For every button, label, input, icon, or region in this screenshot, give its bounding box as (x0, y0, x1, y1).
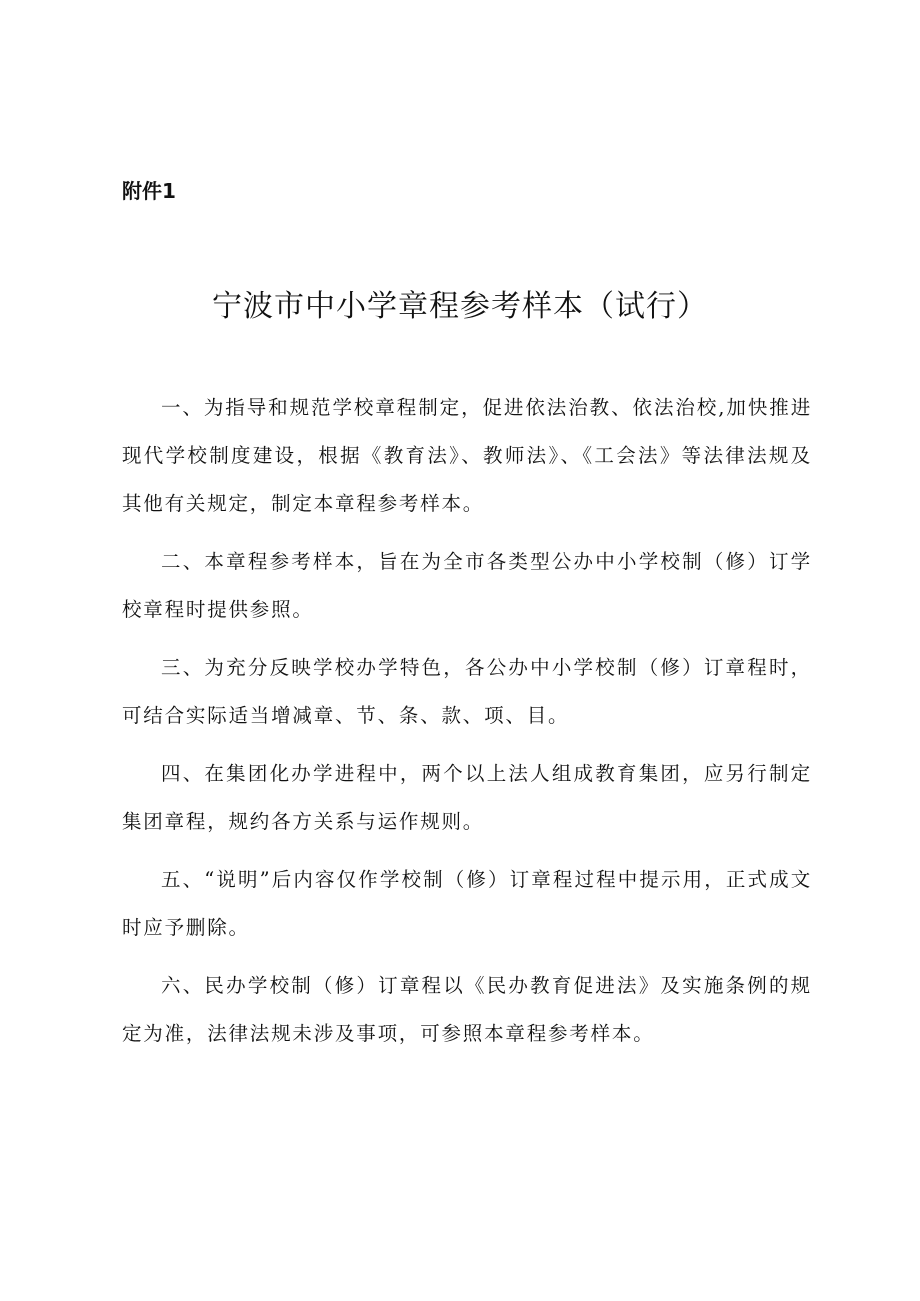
document-title: 宁波市中小学章程参考样本（试行） (212, 289, 708, 324)
attachment-label: 附件1 (122, 179, 176, 203)
paragraph-6: 六、民办学校制（修）订章程以《民办教育促进法》及实施条例的规定为准，法律法规未涉及事项，可参照本章程参考样本。 (122, 974, 812, 1045)
paragraph-5: 五、“说明”后内容仅作学校制（修）订章程过程中提示用，正式成文时应予删除。 (122, 868, 812, 939)
document-body (122, 384, 812, 1068)
paragraph-2: 二、本章程参考样本，旨在为全市各类型公办中小学校制（修）订学 校章程时提供参照。 (122, 550, 812, 621)
paragraph-4: 四、在集团化办学进程中，两个以上法人组成教育集团，应另行制定集团章程，规约各方关系与运作规则。 (122, 762, 812, 833)
paragraph-3: 三、为充分反映学校办学特色，各公办中小学校制（修）订章程时，可结合实际适当增减章、节、条、款、项、目。 (122, 656, 812, 727)
paragraph-1: 一、为指导和规范学校章程制定，促进依法治教、依法治校,加快推进现代学校制度建设，根据《教育法》、教师法》、《工会法》等法律法规及其他有关规定，制定本章程参考样本。 (122, 396, 812, 515)
